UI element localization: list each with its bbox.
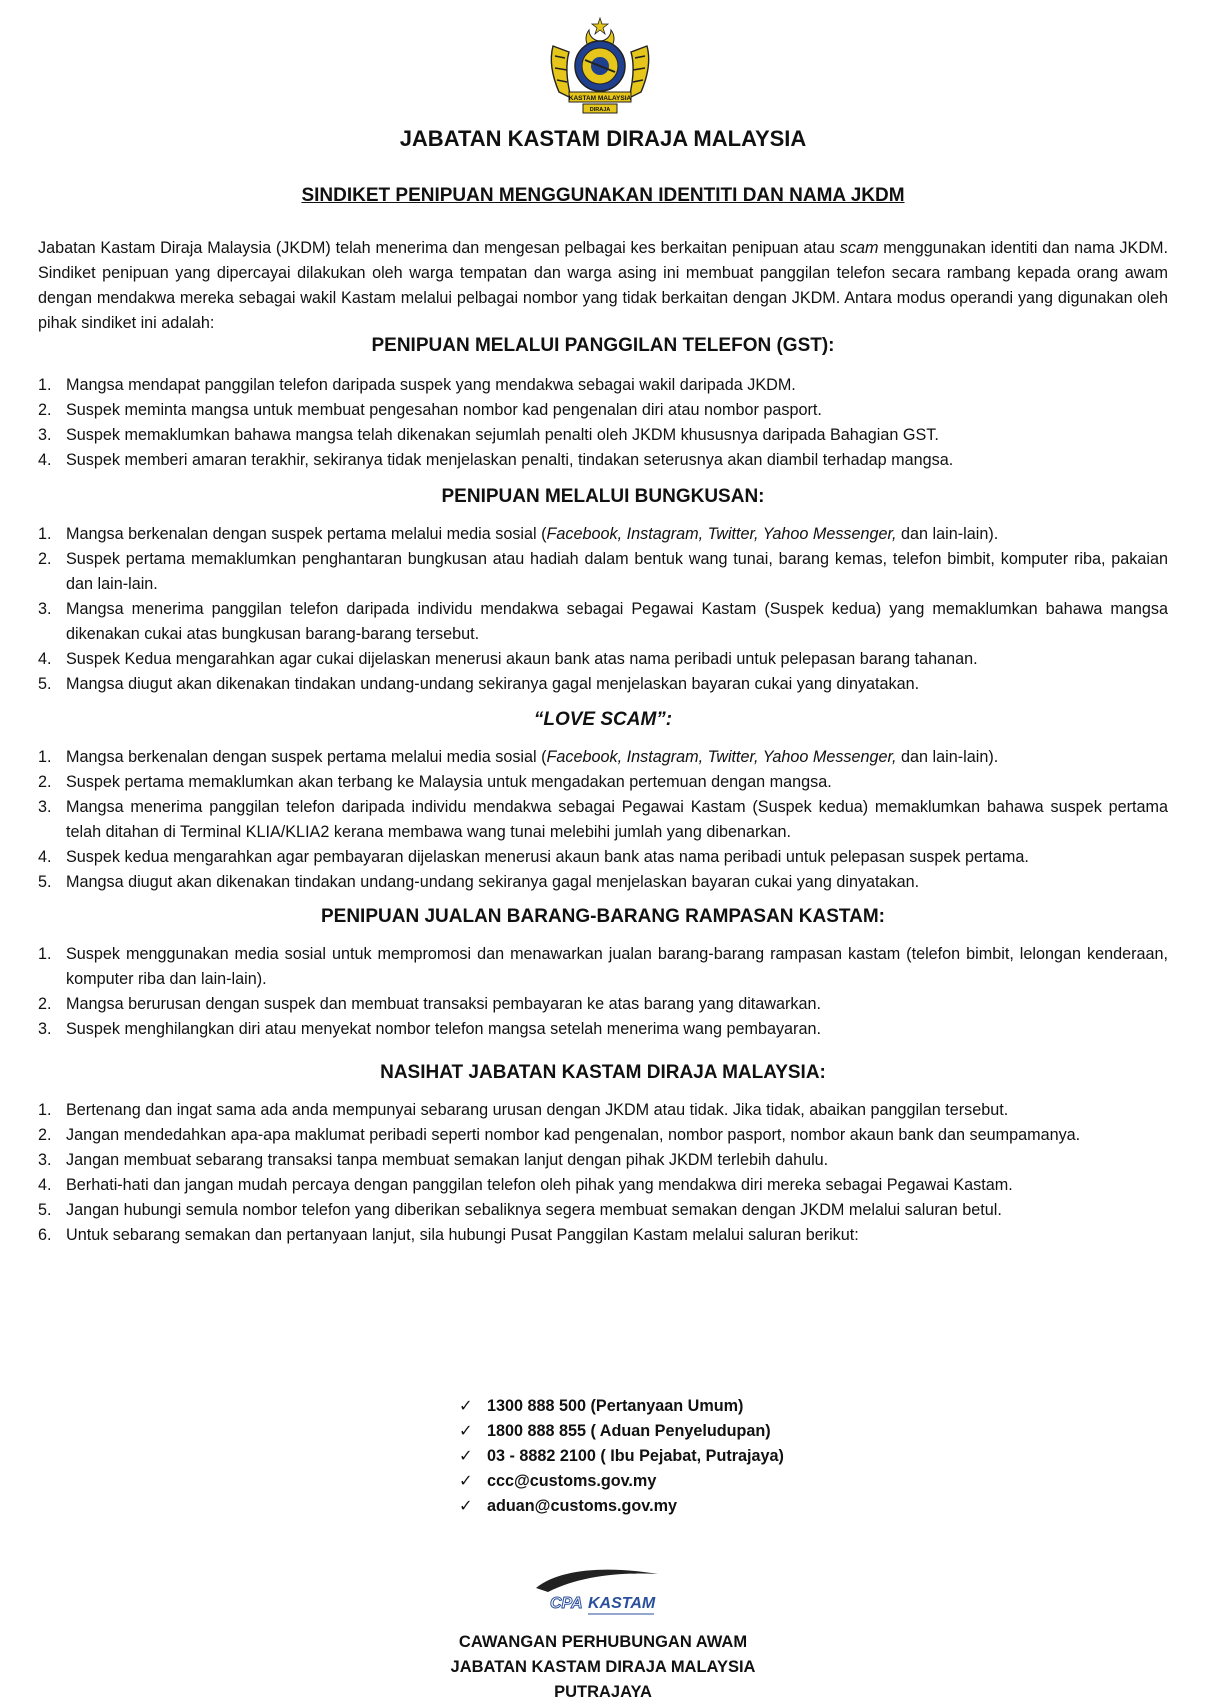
customs-crest-logo	[545, 16, 655, 121]
list-item: 6. Untuk sebarang semakan dan pertanyaan lanjut, sila hubungi Pusat Panggilan Kastam melalui saluran berikut:	[38, 1226, 859, 1244]
org-title: JABATAN KASTAM DIRAJA MALAYSIA	[399, 126, 807, 151]
intro-text-scam: scam	[839, 239, 879, 257]
contact-list	[459, 1394, 784, 1519]
list-item: 2. Jangan mendedahkan apa-apa maklumat peribadi seperti nombor kad pengenalan, nombor pasport, nombor akaun bank dan seumpamanya.	[38, 1126, 1081, 1144]
list-item: 3. Mangsa menerima panggilan telefon daripada individu mendakwa sebagai Pegawai Kastam (Suspek kedua) yang memaklumkan bahawa mangsa dikenakan cukai atas bungkusan barang-barang tersebut.	[38, 600, 1168, 643]
section-nasihat	[38, 1062, 1168, 1248]
cpa-kastam-logo	[530, 1564, 670, 1624]
list-item: 2. Suspek pertama memaklumkan penghantaran bungkusan atau hadiah dalam bentuk wang tunai, barang kemas, telefon bimbit, komputer riba, pakaian dan lain-lain.	[38, 550, 1168, 593]
crest-ribbon	[569, 92, 632, 113]
check-icon: ✓	[459, 1497, 473, 1515]
section-love-scam-title: “LOVE SCAM”:	[533, 709, 673, 730]
section-bungkusan-title: PENIPUAN MELALUI BUNGKUSAN:	[441, 486, 765, 507]
section-bungkusan	[38, 486, 1168, 697]
list-item: 2. Mangsa berurusan dengan suspek dan membuat transaksi pembayaran ke atas barang yang ditawarkan.	[38, 995, 821, 1013]
list-item: 3. Jangan membuat sebarang transaksi tanpa membuat semakan lanjut dengan pihak JKDM terlebih dahulu.	[38, 1151, 829, 1169]
crest-tiger-left	[551, 46, 571, 98]
logo-text-kastam: KASTAM	[588, 1595, 656, 1612]
section-love-scam-list	[38, 745, 1168, 895]
section-telefon	[38, 335, 1168, 473]
list-item: 1. Bertenang dan ingat sama ada anda mempunyai sebarang urusan dengan JKDM atau tidak. Jika tidak, abaikan panggilan tersebut.	[38, 1101, 1009, 1119]
section-jualan-title: PENIPUAN JUALAN BARANG-BARANG RAMPASAN KASTAM:	[320, 906, 885, 927]
footer	[0, 1630, 1206, 1705]
social-media-names: Facebook, Instagram, Twitter, Yahoo Messenger,	[546, 748, 897, 766]
contact-email-aduan[interactable]: ✓ aduan@customs.gov.my	[459, 1494, 784, 1519]
section-jualan-list	[38, 942, 1168, 1042]
crest-shield	[575, 41, 625, 91]
list-item: 3. Suspek menghilangkan diri atau menyekat nombor telefon mangsa setelah menerima wang pembayaran.	[38, 1020, 821, 1038]
list-item: 5. Jangan hubungi semula nombor telefon yang diberikan sebaliknya segera membuat semakan dengan JKDM melalui saluran betul.	[38, 1201, 1002, 1219]
section-telefon-list	[38, 373, 1168, 473]
list-item: 5. Mangsa diugut akan dikenakan tindakan undang-undang sekiranya gagal menjelaskan bayaran cukai yang dinyatakan.	[38, 873, 920, 891]
section-telefon-title: PENIPUAN MELALUI PANGGILAN TELEFON (GST):	[371, 335, 835, 356]
section-love-scam	[38, 709, 1168, 895]
footer-line-2: JABATAN KASTAM DIRAJA MALAYSIA	[450, 1658, 756, 1676]
list-item: 5. Mangsa diugut akan dikenakan tindakan undang-undang sekiranya gagal menjelaskan bayaran cukai yang dinyatakan.	[38, 675, 920, 693]
section-nasihat-list	[38, 1098, 1168, 1248]
list-item: 4. Suspek memberi amaran terakhir, sekiranya tidak menjelaskan penalti, tindakan seterusnya akan diambil terhadap mangsa.	[38, 451, 954, 469]
list-item: 4. Berhati-hati dan jangan mudah percaya dengan panggilan telefon oleh pihak yang mendakwa diri mereka sebagai Pegawai Kastam.	[38, 1176, 1013, 1194]
crest-ribbon-text: KASTAM MALAYSIA	[568, 95, 632, 102]
list-item: 1. Mangsa mendapat panggilan telefon daripada suspek yang mendakwa sebagai wakil daripada JKDM.	[38, 376, 796, 394]
list-item: 1. Mangsa berkenalan dengan suspek pertama melalui media sosial (Facebook, Instagram, Twitter, Yahoo Messenger, dan lain-lain).	[38, 525, 999, 543]
list-item: 2. Suspek meminta mangsa untuk membuat pengesahan nombor kad pengenalan diri atau nombor pasport.	[38, 401, 822, 419]
section-bungkusan-list	[38, 522, 1168, 697]
list-item: 1. Suspek menggunakan media sosial untuk mempromosi dan menawarkan jualan barang-barang rampasan kastam (telefon bimbit, lelongan kenderaan, komputer riba dan lain-lain).	[38, 945, 1168, 988]
list-item: 2. Suspek pertama memaklumkan akan terbang ke Malaysia untuk mengadakan pertemuan dengan mangsa.	[38, 773, 832, 791]
footer-line-3: PUTRAJAYA	[554, 1683, 652, 1701]
logo-text-cpa: CPA	[550, 1595, 583, 1612]
list-item: 3. Mangsa menerima panggilan telefon daripada individu mendakwa sebagai Pegawai Kastam (Suspek kedua) memaklumkan bahawa suspek pertama telah ditahan di Terminal KLIA/KLIA2 kerana membawa wang tunai melebihi jumlah yang dibenarkan.	[38, 798, 1168, 841]
list-item: 3. Suspek memaklumkan bahawa mangsa telah dikenakan sejumlah penalti oleh JKDM khususnya daripada Bahagian GST.	[38, 426, 939, 444]
list-item: 1. Mangsa berkenalan dengan suspek pertama melalui media sosial (Facebook, Instagram, Twitter, Yahoo Messenger, dan lain-lain).	[38, 748, 999, 766]
section-nasihat-title: NASIHAT JABATAN KASTAM DIRAJA MALAYSIA:	[380, 1062, 826, 1083]
check-icon: ✓	[459, 1472, 473, 1490]
intro-text-2: menggunakan identiti dan nama JKDM. Sindiket penipuan yang dipercayai dilakukan oleh warga tempatan dan warga asing ini membuat panggilan telefon secara rambang kepada orang awam dengan mendakwa mereka sebagai wakil Kastam melalui pelbagai nombor yang tidak berkaitan dengan JKDM. Antara modus operandi yang digunakan oleh pihak sindiket ini adalah:	[38, 239, 1168, 332]
footer-line-1: CAWANGAN PERHUBUNGAN AWAM	[458, 1633, 748, 1651]
section-jualan	[38, 906, 1168, 1042]
contact-phone-hq: ✓ 03 - 8882 2100 ( Ibu Pejabat, Putrajaya)	[459, 1444, 784, 1469]
contact-email-ccc[interactable]: ✓ ccc@customs.gov.my	[459, 1469, 784, 1494]
intro-text-1: Jabatan Kastam Diraja Malaysia (JKDM) telah menerima dan mengesan pelbagai kes berkaitan penipuan atau	[38, 239, 840, 257]
notice-subtitle: SINDIKET PENIPUAN MENGGUNAKAN IDENTITI DAN NAMA JKDM	[301, 185, 905, 206]
list-item: 4. Suspek kedua mengarahkan agar pembayaran dijelaskan menerusi akaun bank atas nama peribadi untuk pelepasan suspek pertama.	[38, 848, 1029, 866]
social-media-names: Facebook, Instagram, Twitter, Yahoo Messenger,	[546, 525, 897, 543]
contact-phone-smuggling: ✓ 1800 888 855 ( Aduan Penyeludupan)	[459, 1419, 784, 1444]
crest-base-text: DIRAJA	[589, 107, 611, 113]
check-icon: ✓	[459, 1397, 473, 1415]
intro-paragraph	[38, 236, 1168, 336]
list-item: 4. Suspek Kedua mengarahkan agar cukai dijelaskan menerusi akaun bank atas nama peribadi untuk pelepasan barang tahanan.	[38, 650, 978, 668]
logo-swoosh	[536, 1570, 658, 1592]
check-icon: ✓	[459, 1422, 473, 1440]
contact-phone-general: ✓ 1300 888 500 (Pertanyaan Umum)	[459, 1394, 784, 1419]
crest-tiger-right	[629, 46, 649, 98]
check-icon: ✓	[459, 1447, 473, 1465]
